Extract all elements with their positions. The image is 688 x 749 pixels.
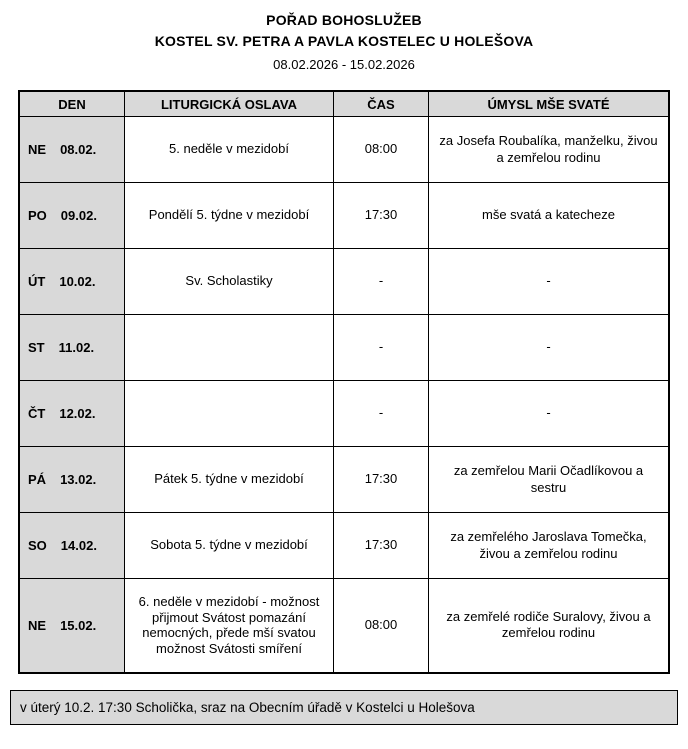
time-cell: 17:30 <box>334 513 429 579</box>
table-row <box>19 315 669 381</box>
day-cell <box>19 579 125 673</box>
intention-cell: - <box>429 381 670 447</box>
day-abbr: PO <box>28 208 47 223</box>
day-date: 10.02. <box>59 274 96 289</box>
celebration-cell <box>125 315 334 381</box>
day-cell <box>19 447 125 513</box>
page-title: POŘAD BOHOSLUŽEB <box>266 12 422 28</box>
intention-cell: - <box>429 249 670 315</box>
day-abbr: SO <box>28 538 47 553</box>
table-row <box>19 117 669 183</box>
time-cell: 08:00 <box>334 579 429 673</box>
time-cell: - <box>334 315 429 381</box>
footer-note: v úterý 10.2. 17:30 Scholička, sraz na Obecním úřadě v Kostelci u Holešova <box>10 690 678 725</box>
header-time: ČAS <box>334 91 429 117</box>
day-abbr: ÚT <box>28 274 46 289</box>
intention-cell: za zemřelého Jaroslava Tomečka, živou a zemřelou rodinu <box>429 513 670 579</box>
table-row <box>19 513 669 579</box>
table-row <box>19 381 669 447</box>
day-abbr: PÁ <box>28 472 47 487</box>
header-row <box>19 91 669 117</box>
time-cell: 17:30 <box>334 183 429 249</box>
table-row <box>19 579 669 673</box>
time-cell: - <box>334 381 429 447</box>
celebration-cell <box>125 381 334 447</box>
time-cell: 08:00 <box>334 117 429 183</box>
time-cell: - <box>334 249 429 315</box>
day-cell <box>19 315 125 381</box>
intention-cell: - <box>429 315 670 381</box>
celebration-cell: Pátek 5. týdne v mezidobí <box>125 447 334 513</box>
day-abbr: NE <box>28 617 47 633</box>
celebration-cell: Pondělí 5. týdne v mezidobí <box>125 183 334 249</box>
day-cell <box>19 249 125 315</box>
day-date: 09.02. <box>60 208 97 223</box>
celebration-cell: 6. neděle v mezidobí - možnost přijmout Svátost pomazání nemocných, přede mší svatou možnost Svátosti smíření <box>125 579 334 673</box>
day-date: 08.02. <box>60 142 97 157</box>
date-range: 08.02.2026 - 15.02.2026 <box>273 57 415 72</box>
day-date: 13.02. <box>60 472 97 487</box>
day-abbr: NE <box>28 142 47 157</box>
document-header <box>10 12 678 72</box>
day-date: 11.02. <box>58 340 95 355</box>
page-subtitle: KOSTEL SV. PETRA A PAVLA KOSTELEC U HOLEŠOVA <box>154 33 534 49</box>
day-cell <box>19 183 125 249</box>
header-day: DEN <box>19 91 125 117</box>
intention-cell: za zemřelé rodiče Suralovy, živou a zemřelou rodinu <box>429 579 670 673</box>
day-cell <box>19 513 125 579</box>
table-row <box>19 183 669 249</box>
celebration-cell: Sv. Scholastiky <box>125 249 334 315</box>
intention-cell: za zemřelou Marii Očadlíkovou a sestru <box>429 447 670 513</box>
day-cell <box>19 117 125 183</box>
header-celebration: LITURGICKÁ OSLAVA <box>125 91 334 117</box>
intention-cell: mše svatá a katecheze <box>429 183 670 249</box>
table-row <box>19 249 669 315</box>
day-date: 14.02. <box>60 538 97 553</box>
schedule-table <box>18 90 670 674</box>
day-abbr: ČT <box>28 406 46 421</box>
day-date: 12.02. <box>59 406 96 421</box>
day-cell <box>19 381 125 447</box>
header-intention: ÚMYSL MŠE SVATÉ <box>429 91 670 117</box>
time-cell: 17:30 <box>334 447 429 513</box>
celebration-cell: Sobota 5. týdne v mezidobí <box>125 513 334 579</box>
intention-cell: za Josefa Roubalíka, manželku, živou a zemřelou rodinu <box>429 117 670 183</box>
celebration-cell: 5. neděle v mezidobí <box>125 117 334 183</box>
table-row <box>19 447 669 513</box>
day-abbr: ST <box>28 340 45 355</box>
day-date: 15.02. <box>60 617 97 633</box>
